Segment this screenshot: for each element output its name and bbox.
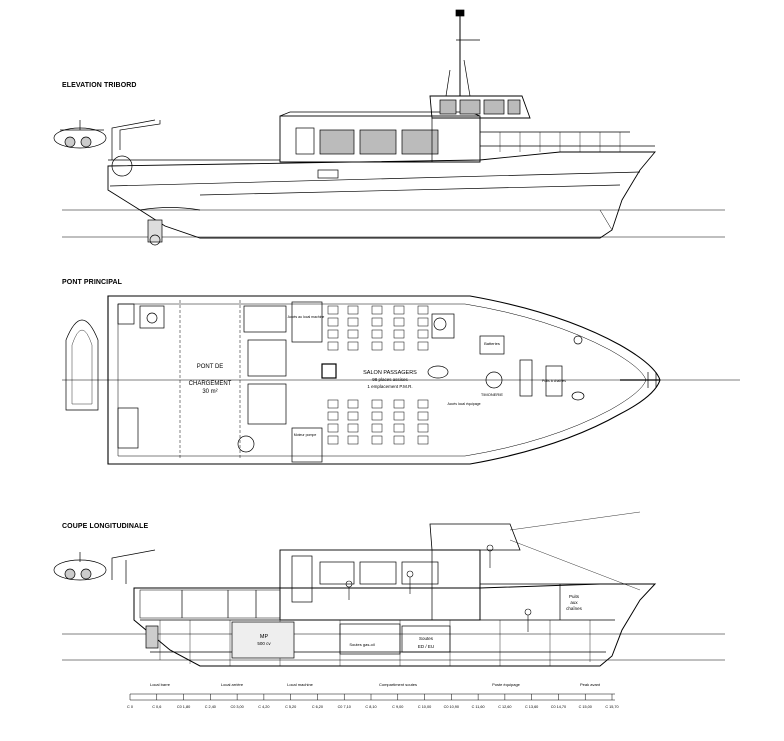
water-tanks-line1: Soutes [418,636,434,641]
mp-label: MP [259,634,269,640]
elevation-title: ELEVATION TRIBORD [62,82,137,89]
zone-label-4: Poste équipage [492,682,520,687]
fuel-tank-label: Soutes gas-oil [349,642,375,647]
station-label: C 5,20 [285,705,297,709]
station-label: C 4,20 [258,705,270,709]
elevation-view [54,10,725,245]
station-label: C 13,60 [525,705,539,709]
machine-access-label: Accès au local machine [287,315,325,319]
anchor-locker-label: Puits à chaînes [542,379,566,383]
tender-boat-elevation [54,120,106,148]
zone-label-5: Peak avant [579,682,601,687]
lounge-line2: 98 places assises [372,377,408,382]
station-label: C0 10,90 [443,705,460,709]
zone-label-0: Local barre [149,682,171,687]
station-label: C 15,00 [578,705,592,709]
cargo-deck-line1: PONT DE [196,364,224,370]
tender-boat-plan [66,320,98,410]
section-title: COUPE LONGITUDINALE [62,523,149,530]
batteries-label: Batteries [484,341,500,346]
station-label: C0 14,70 [550,705,567,709]
station-label: C 9,00 [392,705,404,709]
chain-locker-line1: Puits [568,594,580,599]
plan-title: PONT PRINCIPAL [62,279,122,286]
section-view [54,512,725,666]
station-label: C0 3,00 [230,705,244,709]
station-label: C 11,60 [471,705,485,709]
station-label: C 2,40 [204,705,216,709]
tender-boat-section [54,552,106,580]
zone-label-1: Local arrière [220,682,244,687]
mp-power-label: 500 cv [257,641,271,646]
station-label: C 15,70 [605,705,619,709]
chain-locker-line3: chaînes [566,606,582,611]
station-label: C 8,10 [365,705,377,709]
station-label: C0 1,80 [176,705,191,709]
cargo-deck-area: 30 m² [202,389,218,395]
station-label: C 6,20 [311,705,324,709]
cargo-deck-line2: CHARGEMENT [188,381,232,387]
scale-bar [130,694,615,700]
station-label: C 12,60 [498,705,512,709]
station-label: C0 7,10 [337,705,351,709]
zone-label-2: Local machine [287,682,313,687]
crew-access-label: Accès local équipage [447,402,481,406]
chain-locker-line2: aux [570,600,578,605]
scale-ticks [127,694,619,709]
zone-label-3: Compartiment soutes [378,682,418,687]
water-tanks-line2: ED / EU [417,644,435,649]
engine-room-label: Moteur pompe [293,433,317,437]
wheelhouse-label: TIMONERIE [480,392,504,397]
station-label: C 10,00 [417,705,432,709]
lounge-line1: SALON PASSAGERS [363,370,417,376]
station-label: C 0,6 [152,705,162,709]
station-label: C 0 [127,705,133,709]
lounge-line3: 1 emplacement P.M.R. [367,384,413,389]
